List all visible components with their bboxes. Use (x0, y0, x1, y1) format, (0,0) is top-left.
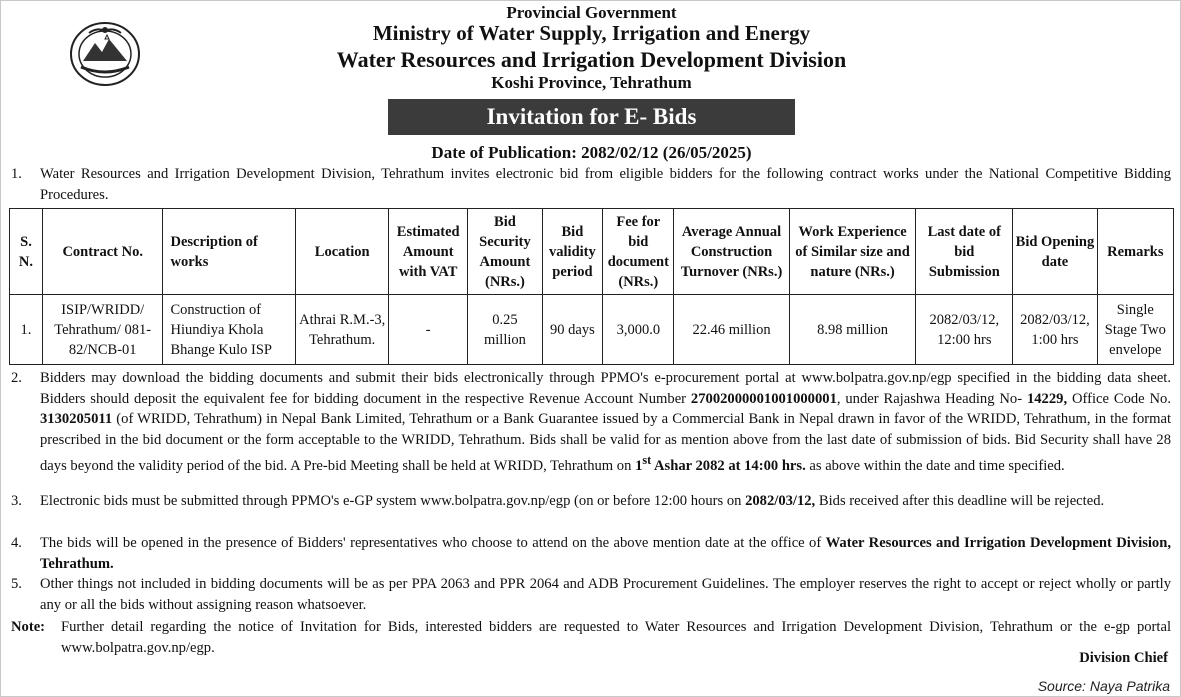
rajashwa-heading: 14229, (1026, 390, 1068, 407)
table-header-row (10, 209, 1174, 295)
col-sn: S. N. (10, 209, 43, 295)
cell-bid-security: 0.25 million (468, 295, 542, 365)
cell-last-date: 2082/03/12, 12:00 hrs (916, 295, 1013, 365)
cell-description: Construction of Hiundiya Khola Bhange Kulo ISP (163, 295, 296, 365)
note-paragraph (11, 617, 1171, 659)
note-label: Note: (11, 619, 46, 635)
header-province: Koshi Province, Tehrathum (491, 73, 692, 92)
signature-division-chief: Division Chief (1079, 650, 1168, 666)
paragraph-text: Water Resources and Irrigation Development Division, Tehrathum invites electronic bid from eligible bidders for the following contract works under the National Competitive Bidding Procedures. (40, 166, 1171, 203)
cell-location: Athrai R.M.-3, Tehrathum. (296, 295, 389, 365)
col-experience: Work Experience of Similar size and nature (NRs.) (789, 209, 916, 295)
paragraph-number: 5. (11, 576, 22, 592)
header-division: Water Resources and Irrigation Development Division (336, 47, 847, 72)
bid-table (9, 208, 1174, 365)
header-provincial-government: Provincial Government (506, 3, 677, 22)
prebid-date (635, 453, 806, 474)
paragraph-4 (11, 533, 1171, 575)
table-row (10, 295, 1174, 365)
col-location: Location (296, 209, 389, 295)
prebid-day-suffix: st (642, 453, 652, 467)
source-credit: Source: Naya Patrika (1037, 678, 1170, 694)
text-run: Bidders may download the bidding documents and submit their bids electronically through PPMO's e-procurement portal at www.bolpatra.gov.np/egp specified in the bidding data sheet. Bidders should deposit the equivalent fee for bidding document in the respective Revenue Account Number (40, 370, 1171, 407)
cell-bid-validity: 90 days (542, 295, 603, 365)
office-name: Water Resources and Irrigation Development Division, Tehrathum. (40, 535, 1171, 572)
prebid-time: Ashar 2082 at 14:00 hrs. (651, 457, 806, 474)
cell-experience: 8.98 million (789, 295, 916, 365)
cell-sn: 1. (10, 295, 43, 365)
col-turnover: Average Annual Construction Turnover (NRs.) (674, 209, 789, 295)
paragraph-number: 4. (11, 535, 22, 551)
cell-turnover: 22.46 million (674, 295, 789, 365)
paragraph-1 (11, 164, 1171, 206)
office-code: 3130205011 (40, 411, 113, 427)
paragraph-text (40, 368, 1171, 476)
publication-date: Date of Publication: 2082/02/12 (26/05/2025) (431, 143, 752, 162)
paragraph-2 (11, 368, 1171, 492)
col-bid-validity: Bid validity period (542, 209, 603, 295)
notice-title: Invitation for E- Bids (388, 99, 795, 135)
paragraph-text: Other things not included in bidding documents will be as per PPA 2063 and PPR 2064 and ADB Procurement Guidelines. The employer reserves the right to accept or reject wholly or partly any or all the bids without assigning reason whatsoever. (40, 576, 1171, 613)
account-number: 27002000001001000001 (690, 390, 837, 407)
prebid-day: 1 (635, 457, 643, 474)
text-run: , under Rajashwa Heading No- (836, 390, 1027, 407)
text-run: Electronic bids must be submitted through PPMO's e-GP system www.bolpatra.gov.np/egp (on or before 12:00 hours on (40, 493, 746, 509)
paragraph-number: 3. (11, 493, 22, 509)
col-last-date: Last date of bid Submission (916, 209, 1013, 295)
submission-deadline: 2082/03/12, (745, 493, 816, 509)
cell-opening-date: 2082/03/12, 1:00 hrs (1013, 295, 1097, 365)
text-run: The bids will be opened in the presence of Bidders' representatives who choose to attend on the above mention date at the office of (40, 535, 826, 551)
paragraph-text (40, 491, 1171, 512)
text-run: (of WRIDD, Tehrathum) in Nepal Bank Limited, Tehrathum or a Bank Guarantee issued by a Commercial Bank in Nepal drawn in favor of the WRIDD, Tehrathum, in the format prescribed in the bid document or the form acceptable to the WRIDD, Tehrathum. Bids shall be valid for as mention above from the last date of submission of bids. Bid Security shall have 28 days beyond the validity period of the bid. A Pre-bid Meeting shall be held at WRIDD, Tehrathum on (40, 411, 1171, 474)
col-contract-no: Contract No. (42, 209, 163, 295)
text-run: Office Code No. (1067, 390, 1171, 407)
text-run: as above within the date and time specified. (805, 457, 1065, 474)
paragraph-number: 2. (11, 370, 22, 386)
col-description: Description of works (163, 209, 296, 295)
col-opening-date: Bid Opening date (1013, 209, 1097, 295)
paragraph-5 (11, 574, 1171, 616)
col-remarks: Remarks (1097, 209, 1173, 295)
col-estimated-amount: Estimated Amount with VAT (389, 209, 468, 295)
note-text: Further detail regarding the notice of Invitation for Bids, interested bidders are requested to Water Resources and Irrigation Development Division, Tehrathum or the e-gp portal www.bolpatra.gov.np/egp. (61, 619, 1171, 656)
cell-remarks: Single Stage Two envelope (1097, 295, 1173, 365)
header-ministry: Ministry of Water Supply, Irrigation and Energy (372, 21, 811, 45)
paragraph-number: 1. (11, 166, 22, 182)
cell-fee: 3,000.0 (603, 295, 674, 365)
col-bid-security: Bid Security Amount (NRs.) (468, 209, 542, 295)
paragraph-3 (11, 491, 1171, 533)
paragraph-text (40, 533, 1171, 574)
cell-estimated-amount: - (389, 295, 468, 365)
cell-contract-no: ISIP/WRIDD/ Tehrathum/ 081-82/NCB-01 (42, 295, 163, 365)
text-run: Bids received after this deadline will be rejected. (815, 493, 1105, 509)
col-fee: Fee for bid document (NRs.) (603, 209, 674, 295)
